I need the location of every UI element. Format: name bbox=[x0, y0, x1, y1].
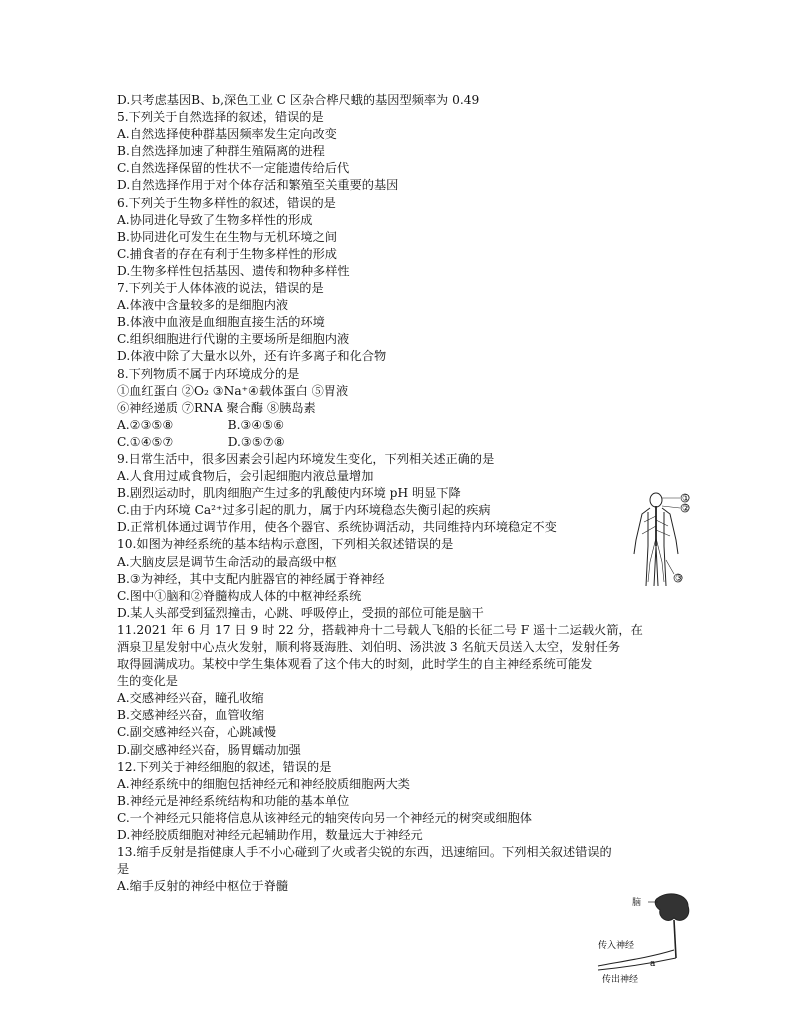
option-line: C.自然选择保留的性状不一定能遗传给后代 bbox=[117, 161, 350, 176]
question-13-stem: 是 bbox=[117, 862, 130, 877]
label-a: a bbox=[650, 959, 656, 969]
question-11-stem: 11.2021 年 6 月 17 日 9 时 22 分，搭载神舟十二号载人飞船的长征二号 F 遥十二运载火箭，在 bbox=[117, 622, 643, 637]
question-10-stem: 10.如图为神经系统的基本结构示意图，下列相关叙述错误的是 bbox=[117, 537, 454, 552]
question-11-stem: 取得圆满成功。某校中学生集体观看了这个伟大的时刻，此时学生的自主神经系统可能发 bbox=[117, 657, 593, 672]
option-line: D.生物多样性包括基因、遗传和物种多样性 bbox=[117, 263, 350, 278]
option-line: D.某人头部受到猛烈撞击，心跳、呼吸停止，受损的部位可能是脑干 bbox=[117, 605, 484, 620]
option-line: D.自然选择作用于对个体存活和繁殖至关重要的基因 bbox=[117, 178, 399, 193]
substance-list: ⑥神经递质 ⑦RNA 聚合酶 ⑧胰岛素 bbox=[117, 400, 316, 415]
option-line: D.正常机体通过调节作用，使各个器官、系统协调活动，共同维持内环境稳定不变 bbox=[117, 520, 557, 535]
option-line: B.交感神经兴奋，血管收缩 bbox=[117, 708, 264, 723]
reflex-arc-figure bbox=[588, 888, 712, 986]
spinal-cord bbox=[674, 920, 676, 958]
option-line: A.交感神经兴奋，瞳孔收缩 bbox=[117, 691, 264, 706]
option-line: A.自然选择使种群基因频率发生定向改变 bbox=[117, 127, 337, 142]
substance-list: ①血红蛋白 ②O₂ ③Na⁺④载体蛋白 ⑤胃液 bbox=[117, 383, 349, 398]
afferent-nerve bbox=[598, 950, 674, 966]
option-line: C.由于内环境 Ca²⁺过多引起的肌力，属于内环境稳态失衡引起的疾病 bbox=[117, 503, 491, 518]
option-line: B.剧烈运动时，肌肉细胞产生过多的乳酸使内环境 pH 明显下降 bbox=[117, 486, 461, 501]
option-line: C.①④⑤⑦ D.③⑤⑦⑧ bbox=[117, 434, 285, 449]
question-11-stem: 酒泉卫星发射中心点火发射，顺利将聂海胜、刘伯明、汤洪波 3 名航天员送入太空，发射任务 bbox=[117, 640, 621, 654]
label-afferent: 传入神经 bbox=[598, 941, 635, 951]
question-6-stem: 6.下列关于生物多样性的叙述，错误的是 bbox=[117, 195, 336, 210]
label-2: ② bbox=[682, 504, 691, 514]
option-line: C.图中①脑和②脊髓构成人体的中枢神经系统 bbox=[117, 588, 362, 603]
label-1: ① bbox=[682, 494, 691, 504]
option-line: C.副交感神经兴奋，心跳减慢 bbox=[117, 725, 277, 740]
brain-shape bbox=[655, 894, 689, 921]
option-line: C.一个神经元只能将信息从该神经元的轴突传向另一个神经元的树突或细胞体 bbox=[117, 810, 532, 825]
option-line: B.体液中血液是血细胞直接生活的环境 bbox=[117, 315, 325, 330]
question-7-stem: 7.下列关于人体体液的说法，错误的是 bbox=[117, 281, 324, 296]
option-line: C.捕食者的存在有利于生物多样性的形成 bbox=[117, 246, 337, 261]
label-3: ③ bbox=[675, 574, 684, 584]
option-line: B.神经元是神经系统结构和功能的基本单位 bbox=[117, 793, 350, 808]
option-line: A.缩手反射的神经中枢位于脊髓 bbox=[117, 879, 289, 894]
option-line: D.副交感神经兴奋，肠胃蠕动加强 bbox=[117, 742, 301, 757]
option-line: A.大脑皮层是调节生命活动的最高级中枢 bbox=[117, 554, 337, 569]
question-13-stem: 13.缩手反射是指健康人手不小心碰到了火或者尖锐的东西，迅速缩回。下列相关叙述错误的 bbox=[117, 845, 612, 860]
question-text bbox=[117, 92, 677, 895]
option-line: A.协同进化导致了生物多样性的形成 bbox=[117, 212, 313, 227]
option-line: D.体液中除了大量水以外，还有许多离子和化合物 bbox=[117, 349, 387, 364]
option-line: A.人食用过咸食物后，会引起细胞内液总量增加 bbox=[117, 469, 374, 484]
option-line: B.协同进化可发生在生物与无机环境之间 bbox=[117, 229, 338, 244]
option-line: A.神经系统中的细胞包括神经元和神经胶质细胞两大类 bbox=[117, 776, 410, 791]
head-outline bbox=[650, 493, 662, 507]
option-line: B.③为神经，其中支配内脏器官的神经属于脊神经 bbox=[117, 571, 385, 586]
question-12-stem: 12.下列关于神经细胞的叙述，错误的是 bbox=[117, 759, 332, 774]
question-5-stem: 5.下列关于自然选择的叙述，错误的是 bbox=[117, 110, 324, 125]
option-line: C.组织细胞进行代谢的主要场所是细胞内液 bbox=[117, 332, 350, 347]
option-line: B.自然选择加速了种群生殖隔离的进程 bbox=[117, 144, 325, 159]
label-brain: 脑 bbox=[632, 898, 642, 908]
question-9-stem: 9.日常生活中，很多因素会引起内环境发生变化，下列相关述正确的是 bbox=[117, 451, 495, 466]
option-line: A.体液中含量较多的是细胞内液 bbox=[117, 298, 289, 313]
label-efferent: 传出神经 bbox=[602, 975, 639, 985]
question-8-stem: 8.下列物质不属于内环境成分的是 bbox=[117, 366, 300, 381]
option-line: D.神经胶质细胞对神经元起辅助作用，数量远大于神经元 bbox=[117, 828, 423, 843]
text-line: D.只考虑基因B、b,深色工业 C 区杂合桦尺蛾的基因型频率为 0.49 bbox=[117, 93, 480, 107]
option-line: A.②③⑤⑧ B.③④⑤⑥ bbox=[117, 417, 285, 432]
nervous-system-figure bbox=[622, 490, 702, 590]
question-11-stem: 生的变化是 bbox=[117, 674, 178, 689]
